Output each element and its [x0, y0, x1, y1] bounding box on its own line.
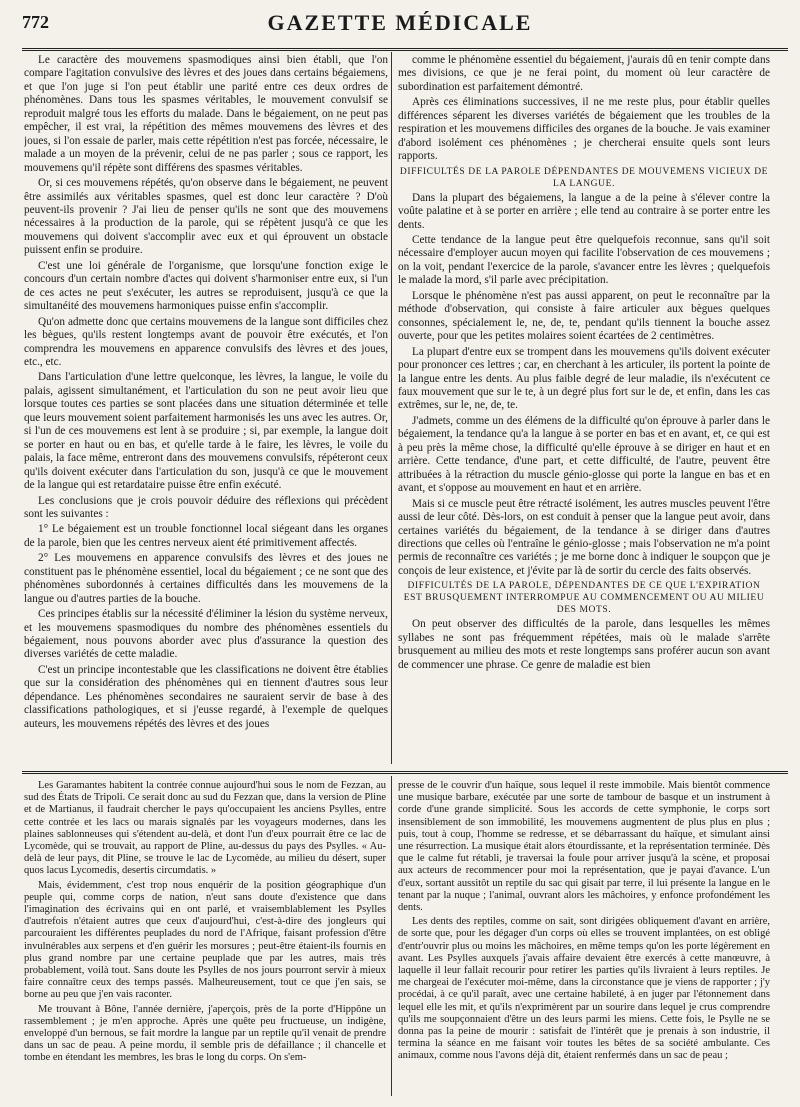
lower-column-divider [391, 776, 392, 1096]
feuilleton-left-column [24, 780, 386, 1096]
paragraph: Or, si ces mouvemens répétés, qu'on observe dans le bégaiement, ne peuvent être assimilés aux véritables spasmes, quel est donc leur caractère ? D'où peuvent-ils provenir ? J'ai lieu de penser qu'ils ne sont que des mouvemens nécessaires à la production de la parole, qui se répètent jusqu'à ce que les mouvemens qui doivent s'accomplir avec eux et qui éprouvent un obstacle puissent enfin se produire. [24, 177, 388, 257]
feuilleton-right-column [398, 780, 770, 1096]
paragraph: Mais, évidemment, c'est trop nous enquérir de la position géographique d'un peuple qui, comme corps de nation, n'eut sans doute d'existence que dans l'imagination des écrivains qui en ont parlé, et vraisemblablement les Psylles d'autrefois n'étaient autres que ceux d'aujourd'hui, c'est-à-dire des jongleurs qui parcouraient les différentes peuplades du nord de l'Afrique, faisant profession d'être invulnérables aux serpens et d'en guérir les morsures ; peut-être étaient-ils fournis en plus grand nombre par une certaine peuplade que par les autres, mais très probablement, voilà tout. Sans doute les Psylles de nos jours pourront servir à mieux faire connaître ceux des temps passés. Malheureusement, tout ce que j'en sais, se borne au peu que j'en vais raconter. [24, 879, 386, 1001]
paragraph: C'est un principe incontestable que les classifications ne doivent être établies que sur la considération des phénomènes qui en tiennent d'autres sous leur dépendance. Les phénomènes secondaires ne sauraient servir de base à des classifications pathologiques, et si j'eusse regardé, à l'exemple de quelques auteurs, les mouvemens répétés des lèvres et des joues [24, 663, 388, 730]
paragraph: Cette tendance de la langue peut être quelquefois reconnue, sans qu'il soit nécessaire d'employer aucun moyen qui facilite l'observation de ces mouvemens ; on la voit, pendant l'exercice de la parole, s'avancer entre les lèvres ; quelquefois le malade la mord, s'il parle avec précipitation. [398, 233, 770, 287]
paragraph: On peut observer des difficultés de la parole, dans lesquelles les mêmes syllabes ne sont pas fréquemment répétées, mais où le malade s'arrête brusquement au milieu des mots et reste longtemps sans proférer aucun son avant de commencer une phrase. Ce genre de maladie est bien [398, 618, 770, 671]
masthead-title: GAZETTE MÉDICALE [267, 10, 533, 35]
paragraph: Les conclusions que je crois pouvoir déduire des réflexions qui précèdent sont les suivantes : [24, 494, 388, 520]
paragraph: Mais si ce muscle peut être rétracté isolément, les autres muscles peuvent l'être aussi de leur côté. Dès-lors, on est conduit à penser que la langue peut avoir, dans certaines variétés du bégaiement, de la tendance à se diriger dans d'autres directions que celles où l'entraîne le génio-glosse ; mais l'observation ne m'a point permis de reconnaître ces variétés ; je me borne donc à indiquer le soupçon que je conçois de leur existence, et j'évite par là de sortir du cercle des faits observés. [398, 497, 770, 577]
paragraph: Les Garamantes habitent la contrée connue aujourd'hui sous le nom de Fezzan, au sud des États de Tripoli. Ce serait donc au sud du Fezzan que, dans la version de Pline et de Martianus, il faudrait chercher le pays qu'occupaient les anciens Psylles, entre cette contrée et les lacs ou marais signalés par les voyageurs modernes, dans les plaines sablonneuses qui s'étendent au-delà, et dont l'un d'eux pourrait être ce lac de Lycomède, qui se trouvait, au rapport de Pline, au-dessus du pays des Psylles. « Au-delà de leur pays, dit Pline, se trouve le lac de Lycomède, au milieu du désert, super quos lacus Lycomedis, desertis circumdatis. » [24, 780, 386, 877]
paragraph: Lorsque le phénomène n'est pas aussi apparent, on peut le reconnaître par la méthode d'observation, qui consiste à faire articuler aux bègues quelques consonnes, spécialement le, ne, de, te, pendant qu'ils tiennent la bouche assez ouverte, pour que les petites molaires soient écartées de 2 centimètres. [398, 289, 770, 343]
upper-column-divider [391, 52, 392, 764]
paragraph: Les dents des reptiles, comme on sait, sont dirigées obliquement d'avant en arrière, de sorte que, pour les dégager d'un corps où elles se trouvent implantées, on est obligé d'entr'ouvrir plus ou moins les mâchoires, en même temps qu'on les porte légèrement en avant. Les Psylles auxquels j'avais affaire devaient être exercés à cette manœuvre, à laquelle il leur fallait recourir pour retirer les parties qu'ils livraient à leurs reptiles. Je me chargeai de l'exécuter moi-même, dans la circonstance que je viens de rapporter ; j'y procédai, à ce qu'il paraît, avec une certaine habileté, à en juger par l'étonnement dans lequel elle les mit, et qu'ils n'exprimèrent par un sourire dans lequel je crus comprendre qu'ils me soupçonnaient d'être un des leurs parmi les miens. Cette fois, le Psylle ne se donna pas la peine de mourir : satisfait de l'intérêt que je prenais à son industrie, il termina la séance en me faisant voir toutes les bêtes de sa société ambulante. Ces animaux, comme nous l'avons déjà dit, étaient renfermés dans un sac de peau ; [398, 916, 770, 1062]
section-heading: DIFFICULTÉS DE LA PAROLE DÉPENDANTES DE MOUVEMENS VICIEUX DE LA LANGUE. [399, 166, 769, 189]
paragraph: Dans la plupart des bégaiemens, la langue a de la peine à s'élever contre la voûte palatine et à se porter en arrière ; elle tend au contraire à se porter entre les dents. [398, 191, 770, 231]
page-number: 772 [22, 12, 49, 32]
paragraph: Ces principes établis sur la nécessité d'éliminer la lésion du système nerveux, et les mouvemens spasmodiques du nombre des phénomènes essentiels du bégaiement, nous pouvons aborder avec plus d'assurance la question des diverses variétés de cette maladie. [24, 608, 388, 661]
paragraph: 1° Le bégaiement est un trouble fonctionnel local siégeant dans les organes de la parole, bien que les centres nerveux aient été primitivement affectés. [24, 523, 388, 549]
paragraph: Dans l'articulation d'une lettre quelconque, les lèvres, la langue, le voile du palais, agissent simultanément, et l'articulation du son ne peut avoir lieu que lorsque toutes ces parties se sont placées dans une situation déterminée et telle que leurs mouvement soient parfaitement harmonisés les uns avec les autres. Or, si l'un de ces mouvemens est lent à se produire ; si, par exemple, la langue doit se porter en haut ou en bas, et qu'elle tarde à le faire, les lèvres, le voile du palais, la face même, entreront dans des mouvemens convulsifs, répéteront ceux qu'ils doivent exécuter dans l'articulation du son, jusqu'à ce que le mouvement de la langue qui est retardataire puisse être enfin exécuté. [24, 371, 388, 492]
top-rule [22, 48, 788, 51]
upper-left-column [24, 54, 388, 764]
feuilleton-rule [22, 771, 788, 774]
paragraph: C'est une loi générale de l'organisme, que lorsqu'une fonction exige le concours d'un certain nombre d'actes qui doivent s'harmoniser entre eux, si l'un de ces actes ne peut s'exécuter, les autres se reproduisent, jusqu'à ce que la simultanéité des mouvemens harmoniques puisse enfin s'accomplir. [24, 259, 388, 313]
paragraph: J'admets, comme un des élémens de la difficulté qu'on éprouve à parler dans le bégaiement, la tendance qu'a la langue à se porter en bas et en avant, et, ce qui est à peu près la même chose, la difficulté qu'elle éprouve à se diriger en haut et en arrière. Cette tendance, d'une part, et cette difficulté, de l'autre, peuvent être attribuées à la rétraction du muscle génio-glosse qui porte la langue en bas et en avant, et s'oppose au mouvement en haut et en arrière. [398, 414, 770, 495]
upper-right-column [398, 54, 770, 764]
section-heading: DIFFICULTÉS DE LA PAROLE, DÉPENDANTES DE CE QUE L'EXPIRATION EST BRUSQUEMENT INTERROMPUE AU COMMENCEMENT OU AU MILIEU DES MOTS. [403, 581, 765, 616]
paragraph: La plupart d'entre eux se trompent dans les mouvemens qu'ils doivent exécuter pour prononcer ces lettres ; car, en cherchant à les articuler, ils portent la pointe de la langue entre les dents. Au plus faible degré de leur maladie, ils n'exécutent ce faux mouvement que sur le te, à un degré plus fort sur le de, et enfin, dans les cas extrêmes, sur le, ne, de, te. [398, 345, 770, 412]
paragraph: Qu'on admette donc que certains mouvemens de la langue sont difficiles chez les bègues, qu'ils restent longtemps avant de pouvoir être exécutés, et l'on comprendra les mouvemens en apparence convulsifs des lèvres et des joues, etc., etc. [24, 315, 388, 368]
paragraph: Après ces éliminations successives, il ne me reste plus, pour établir quelles différences séparent les diverses variétés de bégaiement que les troubles de la respiration et les mouvemens difficiles des organes de la bouche. Je vais examiner d'abord isolément ces phénomènes ; je chercherai ensuite quels sont leurs rapports. [398, 96, 770, 163]
paragraph: comme le phénomène essentiel du bégaiement, j'aurais dû en tenir compte dans mes divisions, ce que je ne ferai point, du moment où leur caractère de subordination est parfaitement démontré. [398, 54, 770, 93]
paragraph: Le caractère des mouvemens spasmodiques ainsi bien établi, que l'on compare l'agitation convulsive des lèvres et des joues dans certains bégaiemens, et que l'on juge si l'on peut établir une parité entre ces deux ordres de phénomènes. Dans tous les spasmes véritables, le mouvement convulsif se reproduit malgré tous les efforts du malade. Dans le bégaiement, on ne peut pas empêcher, il est vrai, la répétition des mêmes mouvemens des lèvres et des joues, si l'on essaie de parler, mais cette répétition n'est pas forcée, nécessaire, le malade a un moyen de la prévenir, celui de ne pas parler ; sous ce rapport, les mouvemens qu'il répète sont différens des spasmes véritables. [24, 54, 388, 174]
paragraph: Me trouvant à Bône, l'année dernière, j'aperçois, près de la porte d'Hippône un rassemblement ; je m'en approche. Après une quête peu fructueuse, un indigène, enveloppé d'un bernous, se fait mordre la langue par un reptile qu'il venait de prendre dans un sac de peau. A peine mordu, il semble pris de défaillance ; il chancelle et tombe en étendant les membres, les bras le long du corps. On s'em- [24, 1003, 386, 1064]
paragraph: 2° Les mouvemens en apparence convulsifs des lèvres et des joues ne constituent pas le phénomène essentiel, local du bégaiement ; ce ne sont que des phénomènes subordonnés à certaines difficultés dans les mouvemens de la langue ou d'autres parties de la bouche. [24, 552, 388, 605]
paragraph: presse de le couvrir d'un haïque, sous lequel il reste immobile. Mais bientôt commence une musique barbare, exécutée par une sorte de tambour de basque et un instrument à corde d'une grande simplicité. Sous les accords de cette symphonie, le corps sort insensiblement de son immobilité, les mouvemens augmentent de plus plus en plus ; puis, tout à coup, l'homme se redresse, et se débarrassant du haïque, et simulant ainsi une résurrection. La musique était alors étourdissante, et la représentation terminée. Dès que le calme fut rétabli, je traversai la foule pour arriver jusqu'à la scène, et proposai aux acteurs de recommencer pour moi la représentation, que je payai d'avance. L'un d'eux, sortant aussitôt un reptile du sac qui gisait par terre, il lui présente la langue en le tenant par la nuque ; l'animal, ouvrant alors les mâchoires, y enfonce profondément les dents. [398, 780, 770, 914]
